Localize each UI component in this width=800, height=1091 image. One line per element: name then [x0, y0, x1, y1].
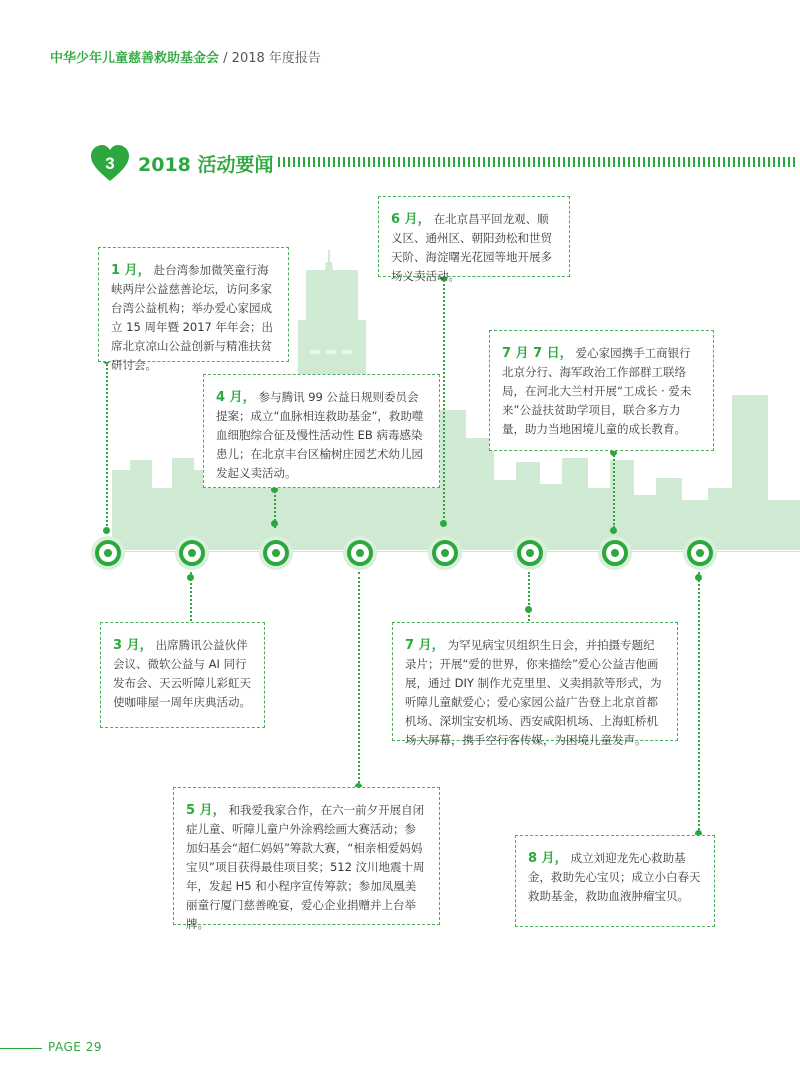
- connector-dot: [440, 520, 447, 527]
- event-box-jan: [98, 247, 289, 372]
- event-month: 5 月，: [186, 803, 226, 818]
- event-text: 在北京昌平回龙观、顺义区、通州区、朝阳劲松和世贸天阶、海淀曙光花园等地开展多场义卖活动。: [391, 212, 552, 283]
- timeline-node-jul: [517, 540, 543, 566]
- timeline-node-jul7: [602, 540, 628, 566]
- timeline-node-apr: [263, 540, 289, 566]
- timeline-node-mar: [179, 540, 205, 566]
- report-name: 2018 年度报告: [231, 51, 321, 66]
- event-month: 8 月，: [528, 851, 568, 866]
- connector-dot: [525, 606, 532, 613]
- timeline-node-jan: [95, 540, 121, 566]
- event-box-jul7: [489, 330, 714, 451]
- event-month: 3 月，: [113, 638, 153, 653]
- timeline-node-aug: [687, 540, 713, 566]
- event-month: 7 月 7 日，: [502, 346, 573, 361]
- event-box-mar: [100, 622, 265, 728]
- connector-dot: [695, 574, 702, 581]
- connector-jul7: [613, 452, 615, 528]
- section-title: [90, 144, 800, 184]
- connector-jun: [443, 276, 445, 526]
- event-month: 6 月，: [391, 212, 431, 227]
- event-box-jun: [378, 196, 570, 283]
- event-month: 1 月，: [111, 263, 151, 278]
- org-name: 中华少年儿童慈善救助基金会: [50, 51, 220, 66]
- page-label: PAGE: [48, 1040, 82, 1054]
- connector-dot: [187, 574, 194, 581]
- connector-dot: [610, 527, 617, 534]
- page-number: 29: [85, 1040, 102, 1054]
- event-text: 出席腾讯公益伙伴会议、微软公益与 AI 同行发布会、天云听障儿彩虹天使咖啡屋一周年庆典活动。: [113, 638, 251, 709]
- section-rule: [278, 157, 798, 167]
- section-heading: 2018 活动要闻: [138, 154, 274, 176]
- footer-rule: [0, 1048, 42, 1049]
- event-text: 爱心家园携手工商银行北京分行、海军政治工作部群工联络局，在河北大兰村开展“工成长 · 爱未来”公益扶贫助学项目，联合多方力量，助力当地困境儿童的成长教育。: [502, 346, 692, 436]
- event-box-aug: [515, 835, 715, 927]
- connector-may: [358, 572, 360, 787]
- event-box-jul: [392, 622, 678, 747]
- timeline-node-jun: [432, 540, 458, 566]
- event-text: 成立刘迎龙先心救助基金，救助先心宝贝；成立小白春天救助基金，救助血液肿瘤宝贝。: [528, 851, 701, 903]
- event-text: 和我爱我家合作，在六一前夕开展自闭症儿童、听障儿童户外涂鸦绘画大赛活动；参加妇基会“超仁妈妈”筹款大赛，“相亲相爱妈妈宝贝”项目获得最佳项目奖；512 汶川地震十周年，发起 H5 和小程序宣传筹款；参加凤凰美丽童行厦门慈善晚宴，爱心企业捐赠并上台举牌。: [186, 803, 425, 931]
- heart-icon: [90, 144, 130, 184]
- timeline-node-may: [347, 540, 373, 566]
- event-text: 为罕见病宝贝组织生日会，并拍摄专题纪录片；开展“爱的世界，你来描绘”爱心公益吉他画展，通过 DIY 制作尤克里里、义卖捐款等形式，为听障儿童献爱心；爱心家园公益广告登上北京首都机场、深圳宝安机场、西安咸阳机场、上海虹桥机场大屏幕，携手空行客传媒，为困境儿童发声。: [405, 638, 662, 747]
- connector-dot: [271, 520, 278, 527]
- section-number: 3: [105, 154, 115, 173]
- connector-jul: [528, 572, 530, 624]
- event-box-may: [173, 787, 440, 931]
- header-separator: /: [219, 51, 232, 66]
- event-month: 7 月，: [405, 638, 445, 653]
- event-box-apr: [203, 374, 440, 488]
- connector-aug: [698, 572, 700, 834]
- event-text: 赴台湾参加微笑童行海峡两岸公益慈善论坛，访问多家台湾公益机构；举办爱心家园成立 15 周年暨 2017 年年会；出席北京凉山公益创新与精准扶贫研讨会。: [111, 263, 274, 372]
- event-month: 4 月，: [216, 390, 256, 405]
- page-footer: [48, 1040, 102, 1054]
- connector-jan: [106, 360, 108, 530]
- event-text: 参与腾讯 99 公益日规则委员会提案；成立“血脉相连救助基金”，救助噬血细胞综合征及慢性活动性 EB 病毒感染患儿；在北京丰台区榆树庄园艺术幼儿园发起义卖活动。: [216, 390, 424, 480]
- connector-dot: [103, 527, 110, 534]
- report-header: [50, 47, 321, 66]
